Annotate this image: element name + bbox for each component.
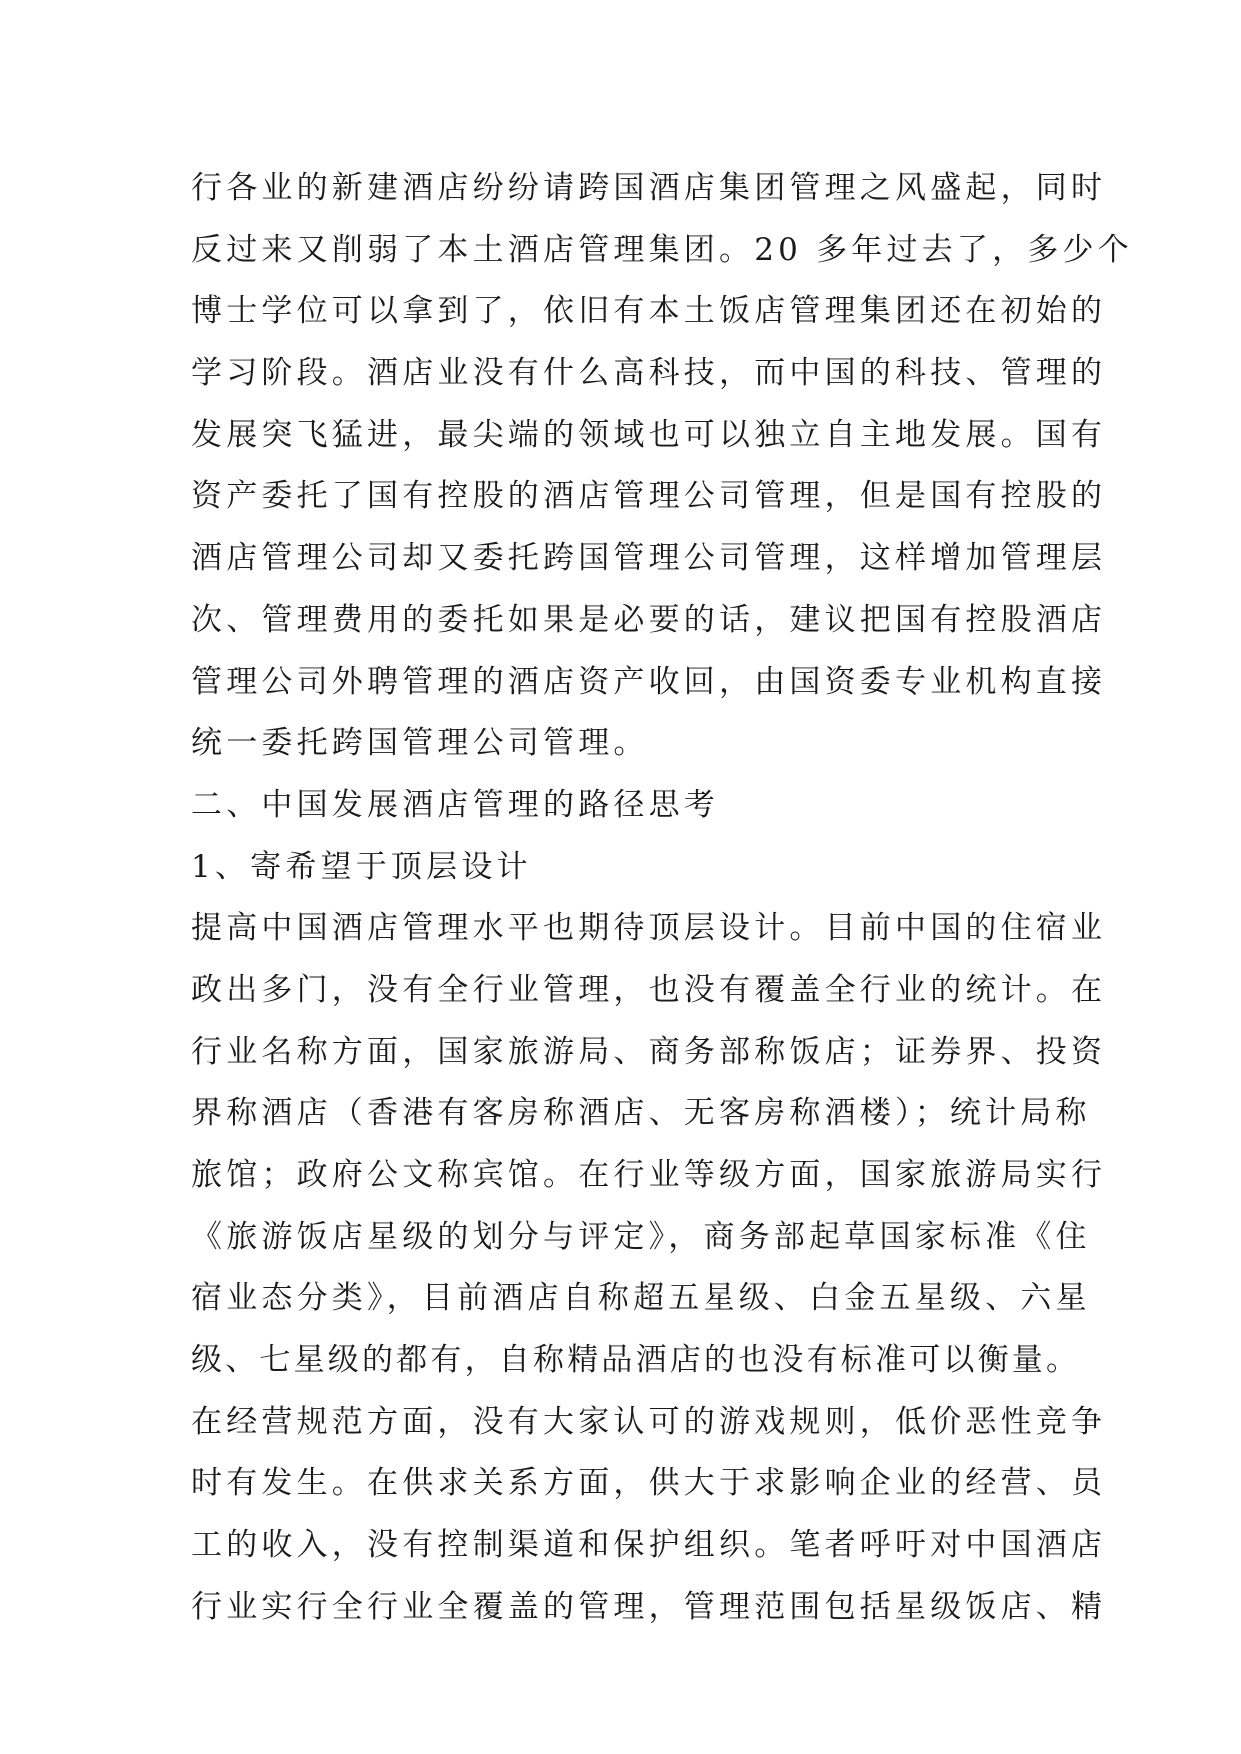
body-text — [191, 158, 1133, 1639]
text-line: 在经营规范方面，没有大家认可的游戏规则，低价恶性竞争 — [191, 1403, 1107, 1440]
text-line: 界称酒店（香港有客房称酒店、无客房称酒楼）；统计局称 — [191, 1095, 1091, 1132]
text-line: 统一委托跨国管理公司管理。 — [191, 725, 649, 762]
text-line: 级、七星级的都有，自称精品酒店的也没有标准可以衡量。 — [191, 1342, 1081, 1379]
text-line: 学习阶段。酒店业没有什么高科技，而中国的科技、管理的 — [191, 355, 1107, 392]
text-line: 次、管理费用的委托如果是必要的话，建议把国有控股酒店 — [191, 601, 1107, 638]
text-line: 政出多门，没有全行业管理，也没有覆盖全行业的统计。在 — [191, 971, 1107, 1008]
section-heading: 二、中国发展酒店管理的路径思考 — [191, 786, 719, 823]
text-line: 反过来又削弱了本土酒店管理集团。20 多年过去了，多少个 — [191, 231, 1133, 268]
text-line: 管理公司外聘管理的酒店资产收回，由国资委专业机构直接 — [191, 663, 1107, 700]
text-line: 发展突飞猛进，最尖端的领域也可以独立自主地发展。国有 — [191, 416, 1107, 453]
text-line: 酒店管理公司却又委托跨国管理公司管理，这样增加管理层 — [191, 540, 1107, 577]
text-line: 提高中国酒店管理水平也期待顶层设计。目前中国的住宿业 — [191, 910, 1107, 947]
text-line: 旅馆；政府公文称宾馆。在行业等级方面，国家旅游局实行 — [191, 1157, 1107, 1193]
text-line: 时有发生。在供求关系方面，供大于求影响企业的经营、员 — [191, 1465, 1107, 1502]
text-line: 行各业的新建酒店纷纷请跨国酒店集团管理之风盛起，同时 — [191, 170, 1107, 206]
text-line: 资产委托了国有控股的酒店管理公司管理，但是国有控股的 — [191, 478, 1107, 515]
text-line: 博士学位可以拿到了，依旧有本土饭店管理集团还在初始的 — [191, 293, 1107, 330]
text-line: 行业实行全行业全覆盖的管理，管理范围包括星级饭店、精 — [191, 1588, 1107, 1625]
text-line: 《旅游饭店星级的划分与评定》，商务部起草国家标准《住 — [191, 1218, 1091, 1255]
text-line: 宿业态分类》，目前酒店自称超五星级、白金五星级、六星 — [191, 1280, 1091, 1317]
text-line: 工的收入，没有控制渠道和保护组织。笔者呼吁对中国酒店 — [191, 1527, 1107, 1564]
text-line: 行业名称方面，国家旅游局、商务部称饭店；证券界、投资 — [191, 1033, 1107, 1070]
subsection-heading: 1、寄希望于顶层设计 — [191, 848, 532, 885]
